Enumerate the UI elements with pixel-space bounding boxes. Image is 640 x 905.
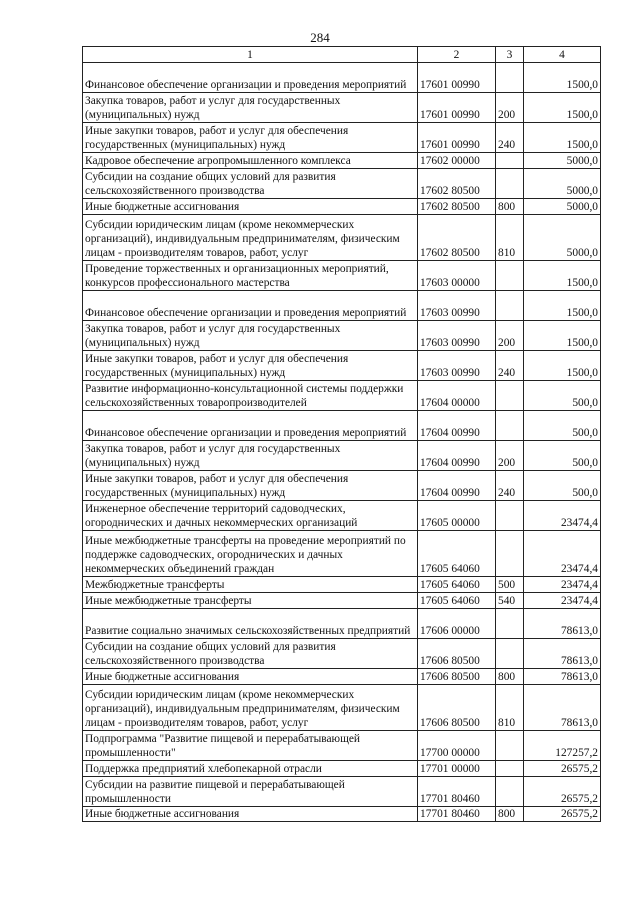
- row-type: [496, 411, 524, 441]
- row-name: Иные бюджетные ассигнования: [83, 199, 418, 215]
- row-code: 17604 00990: [418, 441, 496, 471]
- header-col-code: 2: [418, 47, 496, 63]
- row-name: Субсидии на создание общих условий для развития сельскохозяйственного производства: [83, 169, 418, 199]
- row-type: 500: [496, 577, 524, 593]
- table-row: [83, 63, 601, 93]
- row-name: Межбюджетные трансферты: [83, 577, 418, 593]
- row-amount: 78613,0: [524, 669, 601, 685]
- row-name: Инженерное обеспечение территорий садоводческих, огороднических и дачных некоммерческих организаций: [83, 501, 418, 531]
- table-row: [83, 153, 601, 169]
- row-code: 17605 64060: [418, 531, 496, 577]
- row-amount: 1500,0: [524, 93, 601, 123]
- row-name: Субсидии юридическим лицам (кроме некоммерческих организаций), индивидуальным предпринимателям, физическим лицам - производителям товаров, работ, услуг: [83, 215, 418, 261]
- row-type: 540: [496, 593, 524, 609]
- row-amount: 1500,0: [524, 63, 601, 93]
- row-type: 240: [496, 123, 524, 153]
- table-row: [83, 777, 601, 807]
- header-col-name: 1: [83, 47, 418, 63]
- row-code: 17606 80500: [418, 669, 496, 685]
- row-amount: 78613,0: [524, 639, 601, 669]
- row-name: Финансовое обеспечение организации и проведения мероприятий: [83, 411, 418, 441]
- table-row: [83, 593, 601, 609]
- row-type: [496, 609, 524, 639]
- table-row: [83, 609, 601, 639]
- row-amount: 78613,0: [524, 685, 601, 731]
- row-amount: 500,0: [524, 381, 601, 411]
- row-name: Иные закупки товаров, работ и услуг для обеспечения государственных (муниципальных) нужд: [83, 123, 418, 153]
- row-name: Иные закупки товаров, работ и услуг для обеспечения государственных (муниципальных) нужд: [83, 351, 418, 381]
- row-amount: 1500,0: [524, 321, 601, 351]
- row-code: 17700 00000: [418, 731, 496, 761]
- table-row: [83, 123, 601, 153]
- table-row: [83, 761, 601, 777]
- row-name: Субсидии юридическим лицам (кроме некоммерческих организаций), индивидуальным предпринимателям, физическим лицам - производителям товаров, работ, услуг: [83, 685, 418, 731]
- row-type: [496, 169, 524, 199]
- row-code: 17606 80500: [418, 639, 496, 669]
- row-amount: 23474,4: [524, 531, 601, 577]
- row-name: Закупка товаров, работ и услуг для государственных (муниципальных) нужд: [83, 441, 418, 471]
- table-row: [83, 291, 601, 321]
- row-type: 200: [496, 441, 524, 471]
- row-amount: 5000,0: [524, 169, 601, 199]
- row-amount: 5000,0: [524, 215, 601, 261]
- row-amount: 500,0: [524, 441, 601, 471]
- row-type: 200: [496, 321, 524, 351]
- row-amount: 23474,4: [524, 593, 601, 609]
- row-code: 17604 00990: [418, 471, 496, 501]
- row-code: 17603 00990: [418, 291, 496, 321]
- row-code: 17701 80460: [418, 807, 496, 822]
- row-type: 810: [496, 685, 524, 731]
- row-code: 17601 00990: [418, 93, 496, 123]
- row-code: 17602 80500: [418, 169, 496, 199]
- row-code: 17606 00000: [418, 609, 496, 639]
- row-type: 200: [496, 93, 524, 123]
- table-row: [83, 807, 601, 822]
- row-code: 17604 00990: [418, 411, 496, 441]
- page-number: 284: [310, 30, 330, 45]
- row-amount: 26575,2: [524, 761, 601, 777]
- row-code: 17605 00000: [418, 501, 496, 531]
- row-type: 240: [496, 351, 524, 381]
- table-row: [83, 321, 601, 351]
- row-amount: 23474,4: [524, 577, 601, 593]
- row-amount: 5000,0: [524, 153, 601, 169]
- table-row: [83, 639, 601, 669]
- table-row: [83, 577, 601, 593]
- row-code: 17602 00000: [418, 153, 496, 169]
- row-name: Поддержка предприятий хлебопекарной отрасли: [83, 761, 418, 777]
- row-code: 17602 80500: [418, 215, 496, 261]
- table-row: [83, 669, 601, 685]
- row-name: Развитие социально значимых сельскохозяйственных предприятий: [83, 609, 418, 639]
- row-type: 800: [496, 807, 524, 822]
- table-row: [83, 199, 601, 215]
- row-type: 800: [496, 199, 524, 215]
- row-type: [496, 381, 524, 411]
- row-name: Субсидии на создание общих условий для развития сельскохозяйственного производства: [83, 639, 418, 669]
- row-type: [496, 153, 524, 169]
- row-code: 17604 00000: [418, 381, 496, 411]
- row-name: Финансовое обеспечение организации и проведения мероприятий: [83, 63, 418, 93]
- row-amount: 1500,0: [524, 351, 601, 381]
- row-amount: 26575,2: [524, 807, 601, 822]
- row-amount: 5000,0: [524, 199, 601, 215]
- table-row: [83, 381, 601, 411]
- row-code: 17603 00000: [418, 261, 496, 291]
- row-type: [496, 777, 524, 807]
- row-name: Иные закупки товаров, работ и услуг для обеспечения государственных (муниципальных) нужд: [83, 471, 418, 501]
- row-name: Кадровое обеспечение агропромышленного комплекса: [83, 153, 418, 169]
- table-row: [83, 501, 601, 531]
- row-amount: 1500,0: [524, 261, 601, 291]
- row-code: 17701 00000: [418, 761, 496, 777]
- header-col-amount: 4: [524, 47, 601, 63]
- table-row: [83, 441, 601, 471]
- row-type: [496, 63, 524, 93]
- row-type: 810: [496, 215, 524, 261]
- row-type: [496, 291, 524, 321]
- row-type: [496, 531, 524, 577]
- row-amount: 127257,2: [524, 731, 601, 761]
- row-type: [496, 731, 524, 761]
- table-row: [83, 411, 601, 441]
- row-name: Подпрограмма "Развитие пищевой и перерабатывающей промышленности": [83, 731, 418, 761]
- row-code: 17601 00990: [418, 63, 496, 93]
- table-row: [83, 261, 601, 291]
- table-row: [83, 685, 601, 731]
- row-name: Субсидии на развитие пищевой и перерабатывающей промышленности: [83, 777, 418, 807]
- row-type: 800: [496, 669, 524, 685]
- row-code: 17605 64060: [418, 593, 496, 609]
- row-name: Иные бюджетные ассигнования: [83, 807, 418, 822]
- table-row: [83, 471, 601, 501]
- table-row: [83, 351, 601, 381]
- row-name: Проведение торжественных и организационных мероприятий, конкурсов профессионального мастерства: [83, 261, 418, 291]
- budget-table: [82, 46, 601, 822]
- row-name: Финансовое обеспечение организации и проведения мероприятий: [83, 291, 418, 321]
- row-name: Закупка товаров, работ и услуг для государственных (муниципальных) нужд: [83, 321, 418, 351]
- header-col-type: 3: [496, 47, 524, 63]
- row-code: 17601 00990: [418, 123, 496, 153]
- row-amount: 78613,0: [524, 609, 601, 639]
- row-name: Иные межбюджетные трансферты: [83, 593, 418, 609]
- row-amount: 1500,0: [524, 123, 601, 153]
- row-amount: 26575,2: [524, 777, 601, 807]
- row-amount: 1500,0: [524, 291, 601, 321]
- row-code: 17701 80460: [418, 777, 496, 807]
- row-code: 17606 80500: [418, 685, 496, 731]
- table-row: [83, 169, 601, 199]
- budget-table-body: [83, 47, 601, 822]
- row-amount: 500,0: [524, 471, 601, 501]
- row-code: 17602 80500: [418, 199, 496, 215]
- row-name: Иные межбюджетные трансферты на проведение мероприятий по поддержке садоводческих, огороднических и дачных некоммерческих объединений граждан: [83, 531, 418, 577]
- row-name: Иные бюджетные ассигнования: [83, 669, 418, 685]
- row-type: [496, 639, 524, 669]
- row-name: Развитие информационно-консультационной системы поддержки сельскохозяйственных товаропроизводителей: [83, 381, 418, 411]
- table-header-row: [83, 47, 601, 63]
- row-type: [496, 761, 524, 777]
- row-type: [496, 501, 524, 531]
- row-amount: 23474,4: [524, 501, 601, 531]
- row-name: Закупка товаров, работ и услуг для государственных (муниципальных) нужд: [83, 93, 418, 123]
- row-code: 17605 64060: [418, 577, 496, 593]
- table-row: [83, 531, 601, 577]
- table-row: [83, 215, 601, 261]
- row-amount: 500,0: [524, 411, 601, 441]
- row-type: 240: [496, 471, 524, 501]
- table-row: [83, 731, 601, 761]
- row-type: [496, 261, 524, 291]
- row-code: 17603 00990: [418, 321, 496, 351]
- row-code: 17603 00990: [418, 351, 496, 381]
- table-row: [83, 93, 601, 123]
